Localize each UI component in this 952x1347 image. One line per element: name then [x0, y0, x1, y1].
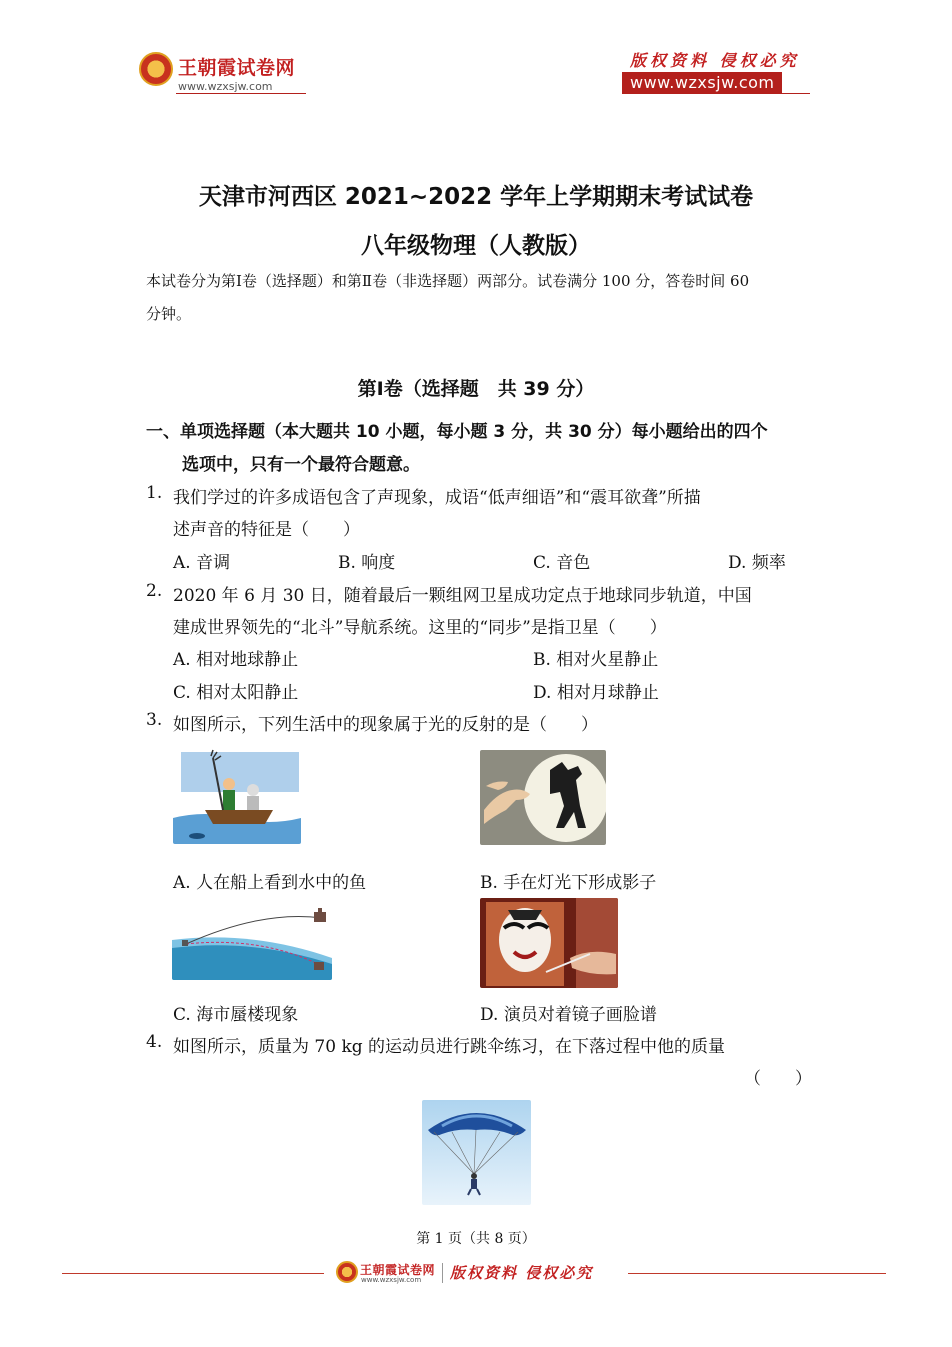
q3-line1: 如图所示，下列生活中的现象属于光的反射的是（ ）	[173, 715, 598, 735]
q1-line1: 我们学过的许多成语包含了声现象，成语“低声细语”和“震耳欲聋”所描	[173, 488, 701, 508]
q4-answer-paren: （ ）	[744, 1069, 812, 1089]
q2-option-d: D. 相对月球静止	[533, 683, 659, 703]
footer-rule-left	[62, 1273, 324, 1274]
q3-image-c-mirage	[172, 908, 332, 980]
section-title: 第Ⅰ卷（选择题 共 39 分）	[357, 378, 595, 400]
doc-title: 天津市河西区 2021~2022 学年上学期期末考试试卷	[198, 184, 754, 210]
q3-option-b: B. 手在灯光下形成影子	[480, 873, 657, 893]
footer-divider	[442, 1263, 443, 1283]
q3-image-a-boat	[173, 748, 301, 844]
q1-option-a: A. 音调	[173, 553, 231, 573]
part-heading-line2: 选项中，只有一个最符合题意。	[182, 455, 420, 475]
q4-line1: 如图所示，质量为 70 kg 的运动员进行跳伞练习，在下落过程中他的质量	[173, 1037, 726, 1057]
q1-option-d: D. 频率	[728, 553, 786, 573]
q3-option-a: A. 人在船上看到水中的鱼	[173, 873, 367, 893]
q2-option-c: C. 相对太阳静止	[173, 683, 299, 703]
logo-url: www.wzxsjw.com	[178, 80, 273, 93]
rights-text: 版权资料 侵权必究	[630, 51, 800, 70]
q3-option-d: D. 演员对着镜子画脸谱	[480, 1005, 657, 1025]
page-number: 第 1 页（共 8 页）	[416, 1231, 536, 1247]
q3-number: 3.	[146, 710, 163, 730]
logo-name: 王朝霞试卷网	[178, 57, 296, 79]
q1-line2: 述声音的特征是（ ）	[173, 520, 360, 540]
q4-number: 4.	[146, 1032, 163, 1052]
q4-image-parachute	[422, 1100, 531, 1205]
doc-note-line1: 本试卷分为第Ⅰ卷（选择题）和第Ⅱ卷（非选择题）两部分。试卷满分 100 分，答卷时间 60	[146, 272, 750, 290]
doc-note-line2: 分钟。	[146, 305, 192, 323]
header-rule-left	[176, 93, 306, 94]
footer-rights: 版权资料 侵权必究	[450, 1264, 594, 1282]
q2-line2: 建成世界领先的“北斗”导航系统。这里的“同步”是指卫星（ ）	[173, 618, 667, 638]
footer-logo-name: 王朝霞试卷网	[360, 1263, 436, 1277]
footer-rule-right	[628, 1273, 886, 1274]
part-heading-line1: 一、单项选择题（本大题共 10 小题，每小题 3 分，共 30 分）每小题给出的四个	[146, 422, 768, 442]
q2-number: 2.	[146, 581, 163, 601]
q2-option-b: B. 相对火星静止	[533, 650, 659, 670]
site-url-box: www.wzxsjw.com	[622, 72, 782, 93]
header-rule-right	[622, 93, 810, 94]
q1-option-b: B. 响度	[338, 553, 396, 573]
q3-image-d-mirror	[480, 898, 618, 988]
q3-option-c: C. 海市蜃楼现象	[173, 1005, 299, 1025]
footer-logo-seal-icon	[336, 1261, 358, 1283]
logo-seal-icon	[139, 52, 173, 86]
q2-line1: 2020 年 6 月 30 日，随着最后一颗组网卫星成功定点于地球同步轨道，中国	[173, 586, 752, 606]
q3-image-b-shadow	[480, 750, 606, 845]
q1-option-c: C. 音色	[533, 553, 591, 573]
doc-subtitle: 八年级物理（人教版）	[361, 233, 591, 259]
header	[0, 0, 952, 110]
footer-logo-url: www.wzxsjw.com	[361, 1276, 422, 1284]
q1-number: 1.	[146, 483, 163, 503]
q2-option-a: A. 相对地球静止	[173, 650, 299, 670]
